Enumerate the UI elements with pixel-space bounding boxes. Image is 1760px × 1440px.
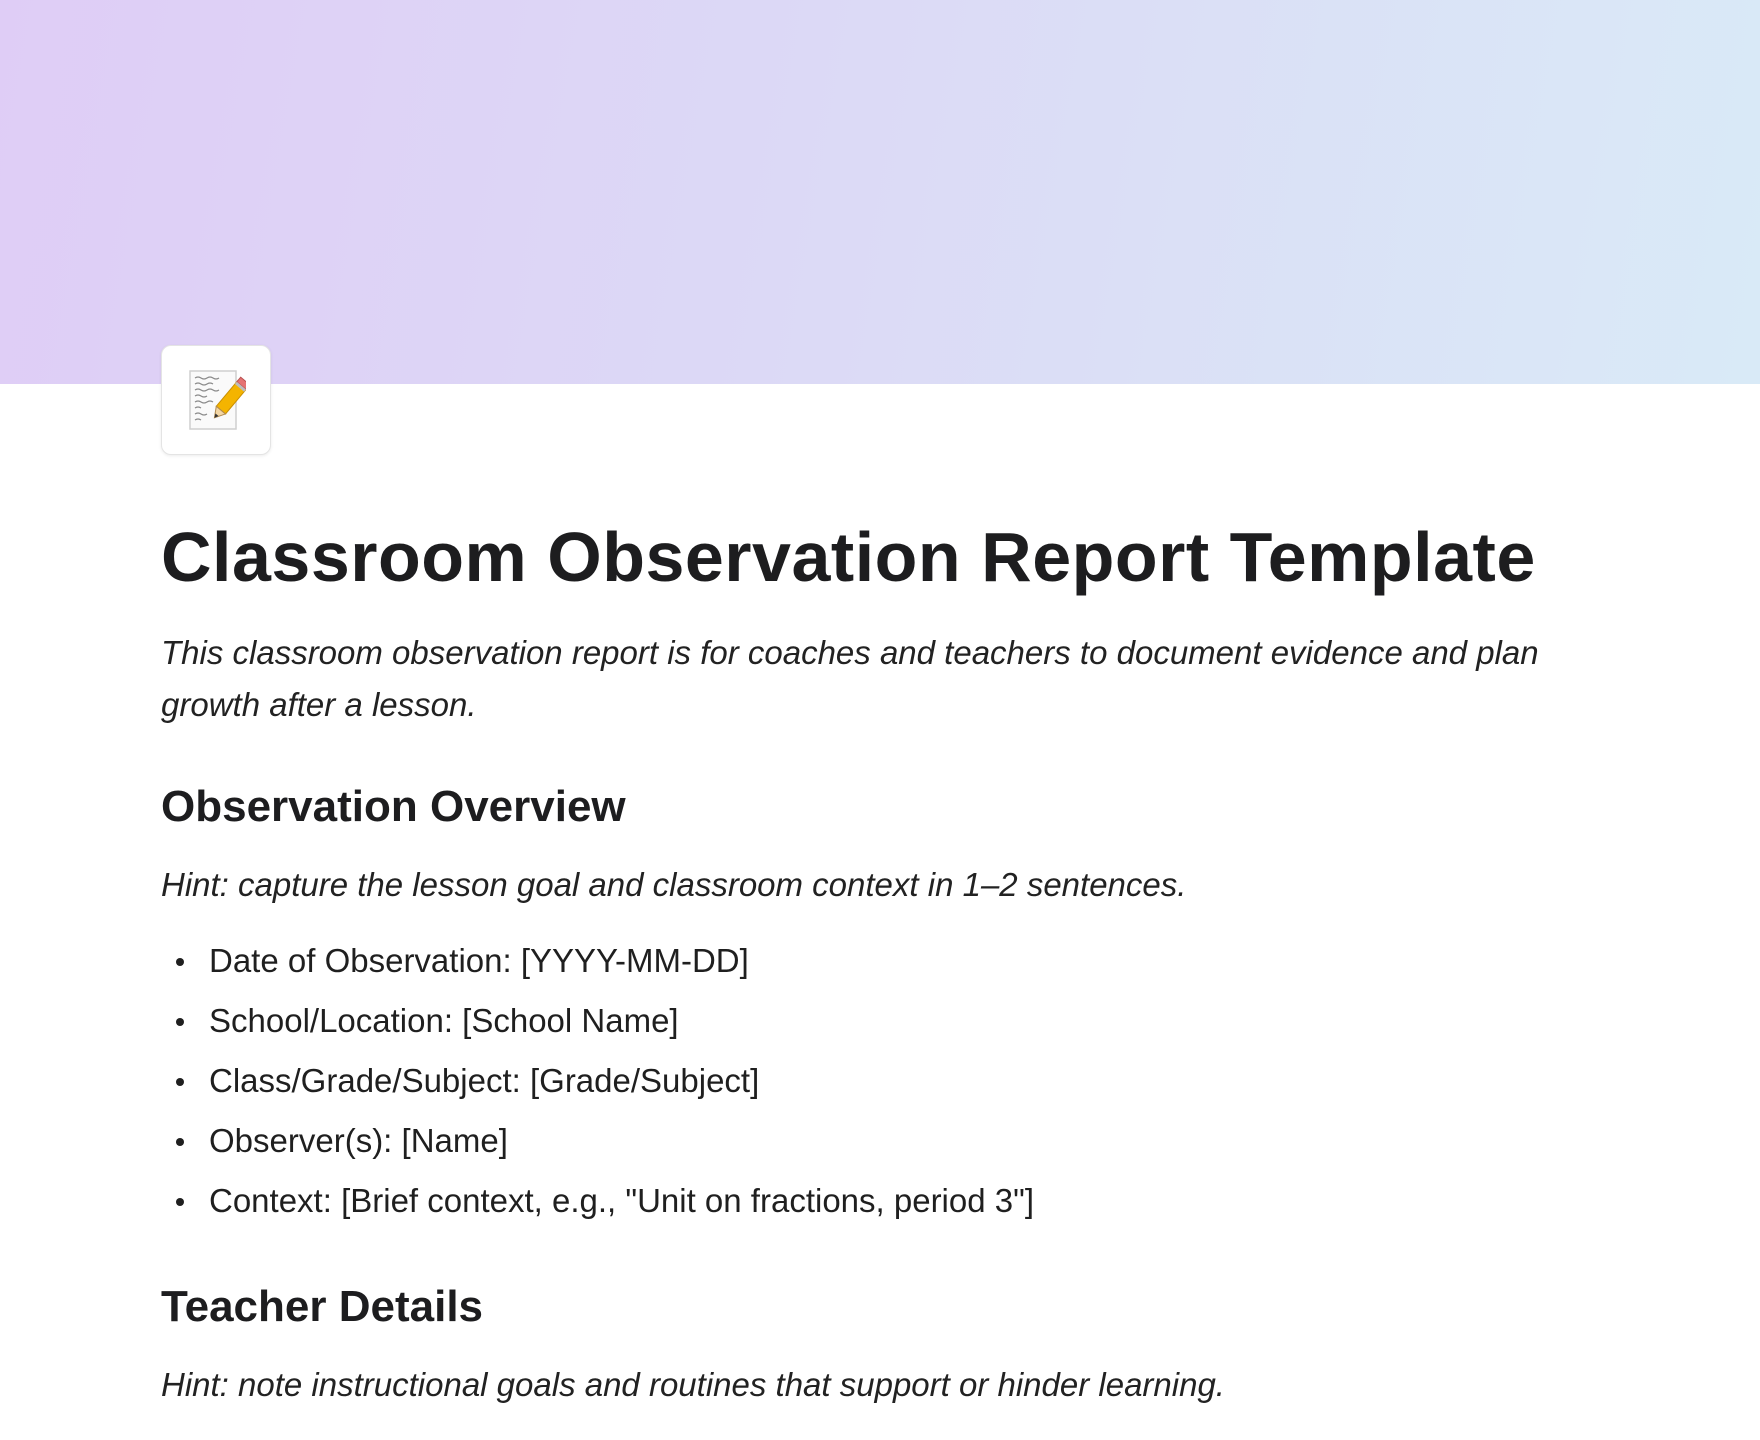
page-content xyxy=(161,515,1621,1407)
memo-pencil-icon[interactable] xyxy=(161,345,271,455)
list-item-observer[interactable] xyxy=(161,1111,1621,1171)
list-item-text: Date of Observation: [YYYY-MM-DD] xyxy=(209,942,749,979)
bullet-icon xyxy=(176,1078,184,1086)
list-item-text: Class/Grade/Subject: [Grade/Subject] xyxy=(209,1062,760,1099)
bullet-icon xyxy=(176,1018,184,1026)
hint-observation-overview[interactable]: Hint: capture the lesson goal and classroom context in 1–2 sentences. xyxy=(161,866,1187,903)
page-cover[interactable] xyxy=(0,0,1760,384)
hint-teacher-details[interactable]: Hint: note instructional goals and routines that support or hinder learning. xyxy=(161,1366,1225,1403)
section-heading-teacher-details[interactable]: Teacher Details xyxy=(161,1282,484,1331)
section-heading-observation-overview[interactable]: Observation Overview xyxy=(161,782,626,831)
list-item-date[interactable] xyxy=(161,931,1621,991)
observation-overview-list xyxy=(161,931,1621,1231)
page-description[interactable]: This classroom observation report is for coaches and teachers to document evidence and plan growth after a lesson. xyxy=(161,634,1539,723)
list-item-context[interactable] xyxy=(161,1171,1621,1231)
memo-pencil-icon-graphic xyxy=(186,368,246,432)
bullet-icon xyxy=(176,958,184,966)
bullet-icon xyxy=(176,1138,184,1146)
list-item-text: Context: [Brief context, e.g., "Unit on fractions, period 3"] xyxy=(209,1182,1034,1219)
bullet-icon xyxy=(176,1198,184,1206)
list-item-class[interactable] xyxy=(161,1051,1621,1111)
list-item-text: Observer(s): [Name] xyxy=(209,1122,508,1159)
list-item-text: School/Location: [School Name] xyxy=(209,1002,679,1039)
page-title[interactable]: Classroom Observation Report Template xyxy=(161,518,1536,596)
list-item-school[interactable] xyxy=(161,991,1621,1051)
